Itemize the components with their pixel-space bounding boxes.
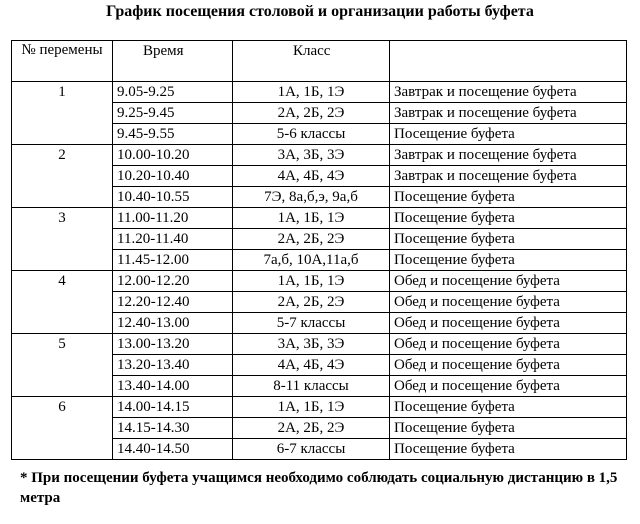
header-break-number <box>12 41 113 82</box>
class-cell: 7а,б, 10А,11а,б <box>233 250 390 271</box>
class-cell: 3А, 3Б, 3Э <box>233 334 390 355</box>
class-cell: 3А, 3Б, 3Э <box>233 145 390 166</box>
class-cell: 7Э, 8а,б,э, 9а,б <box>233 187 390 208</box>
header-time: Время <box>113 41 233 82</box>
activity-cell: Обед и посещение буфета <box>390 271 627 292</box>
time-cell: 14.15-14.30 <box>113 418 233 439</box>
break-number: 1 <box>12 82 113 145</box>
class-cell: 2А, 2Б, 2Э <box>233 292 390 313</box>
activity-cell: Завтрак и посещение буфета <box>390 103 627 124</box>
break-number: 6 <box>12 397 113 460</box>
class-cell: 2А, 2Б, 2Э <box>233 103 390 124</box>
time-cell: 9.05-9.25 <box>113 82 233 103</box>
activity-cell: Обед и посещение буфета <box>390 313 627 334</box>
time-cell: 10.00-10.20 <box>113 145 233 166</box>
document-title: График посещения столовой и организации работы буфета <box>106 3 534 20</box>
time-cell: 13.00-13.20 <box>113 334 233 355</box>
time-cell: 12.20-12.40 <box>113 292 233 313</box>
table-row <box>12 334 627 355</box>
table-row <box>12 82 627 103</box>
class-cell: 1А, 1Б, 1Э <box>233 271 390 292</box>
time-cell: 13.40-14.00 <box>113 376 233 397</box>
time-cell: 10.20-10.40 <box>113 166 233 187</box>
class-cell: 4А, 4Б, 4Э <box>233 166 390 187</box>
activity-cell: Посещение буфета <box>390 250 627 271</box>
class-cell: 2А, 2Б, 2Э <box>233 229 390 250</box>
class-cell: 1А, 1Б, 1Э <box>233 397 390 418</box>
class-cell: 2А, 2Б, 2Э <box>233 418 390 439</box>
time-cell: 11.45-12.00 <box>113 250 233 271</box>
time-cell: 11.20-11.40 <box>113 229 233 250</box>
class-cell: 5-7 классы <box>233 313 390 334</box>
class-cell: 1А, 1Б, 1Э <box>233 208 390 229</box>
table-row <box>12 208 627 229</box>
time-cell: 11.00-11.20 <box>113 208 233 229</box>
activity-cell: Обед и посещение буфета <box>390 355 627 376</box>
table-row <box>12 145 627 166</box>
activity-cell: Посещение буфета <box>390 439 627 460</box>
activity-cell: Посещение буфета <box>390 397 627 418</box>
time-cell: 10.40-10.55 <box>113 187 233 208</box>
time-cell: 14.00-14.15 <box>113 397 233 418</box>
activity-cell: Посещение буфета <box>390 208 627 229</box>
break-number: 5 <box>12 334 113 397</box>
activity-cell: Посещение буфета <box>390 418 627 439</box>
schedule-table <box>11 40 627 460</box>
table-row <box>12 271 627 292</box>
class-cell: 4А, 4Б, 4Э <box>233 355 390 376</box>
break-number: 3 <box>12 208 113 271</box>
activity-cell: Завтрак и посещение буфета <box>390 145 627 166</box>
activity-cell: Обед и посещение буфета <box>390 292 627 313</box>
break-number: 4 <box>12 271 113 334</box>
footnote: * При посещении буфета учащимся необходимо соблюдать социальную дистанцию в 1,5 метра <box>20 470 618 506</box>
activity-cell: Обед и посещение буфета <box>390 334 627 355</box>
time-cell: 12.40-13.00 <box>113 313 233 334</box>
class-cell: 1А, 1Б, 1Э <box>233 82 390 103</box>
class-cell: 8-11 классы <box>233 376 390 397</box>
header-class: Класс <box>233 41 390 82</box>
time-cell: 9.25-9.45 <box>113 103 233 124</box>
activity-cell: Посещение буфета <box>390 229 627 250</box>
header-break-number-label: № перемены <box>21 42 103 58</box>
class-cell: 5-6 классы <box>233 124 390 145</box>
header-row <box>12 41 627 82</box>
activity-cell: Завтрак и посещение буфета <box>390 82 627 103</box>
break-number: 2 <box>12 145 113 208</box>
activity-cell: Посещение буфета <box>390 124 627 145</box>
schedule-body <box>12 82 627 460</box>
time-cell: 9.45-9.55 <box>113 124 233 145</box>
activity-cell: Посещение буфета <box>390 187 627 208</box>
time-cell: 14.40-14.50 <box>113 439 233 460</box>
time-cell: 12.00-12.20 <box>113 271 233 292</box>
table-row <box>12 397 627 418</box>
class-cell: 6-7 классы <box>233 439 390 460</box>
activity-cell: Завтрак и посещение буфета <box>390 166 627 187</box>
header-activity <box>390 41 627 82</box>
time-cell: 13.20-13.40 <box>113 355 233 376</box>
activity-cell: Обед и посещение буфета <box>390 376 627 397</box>
